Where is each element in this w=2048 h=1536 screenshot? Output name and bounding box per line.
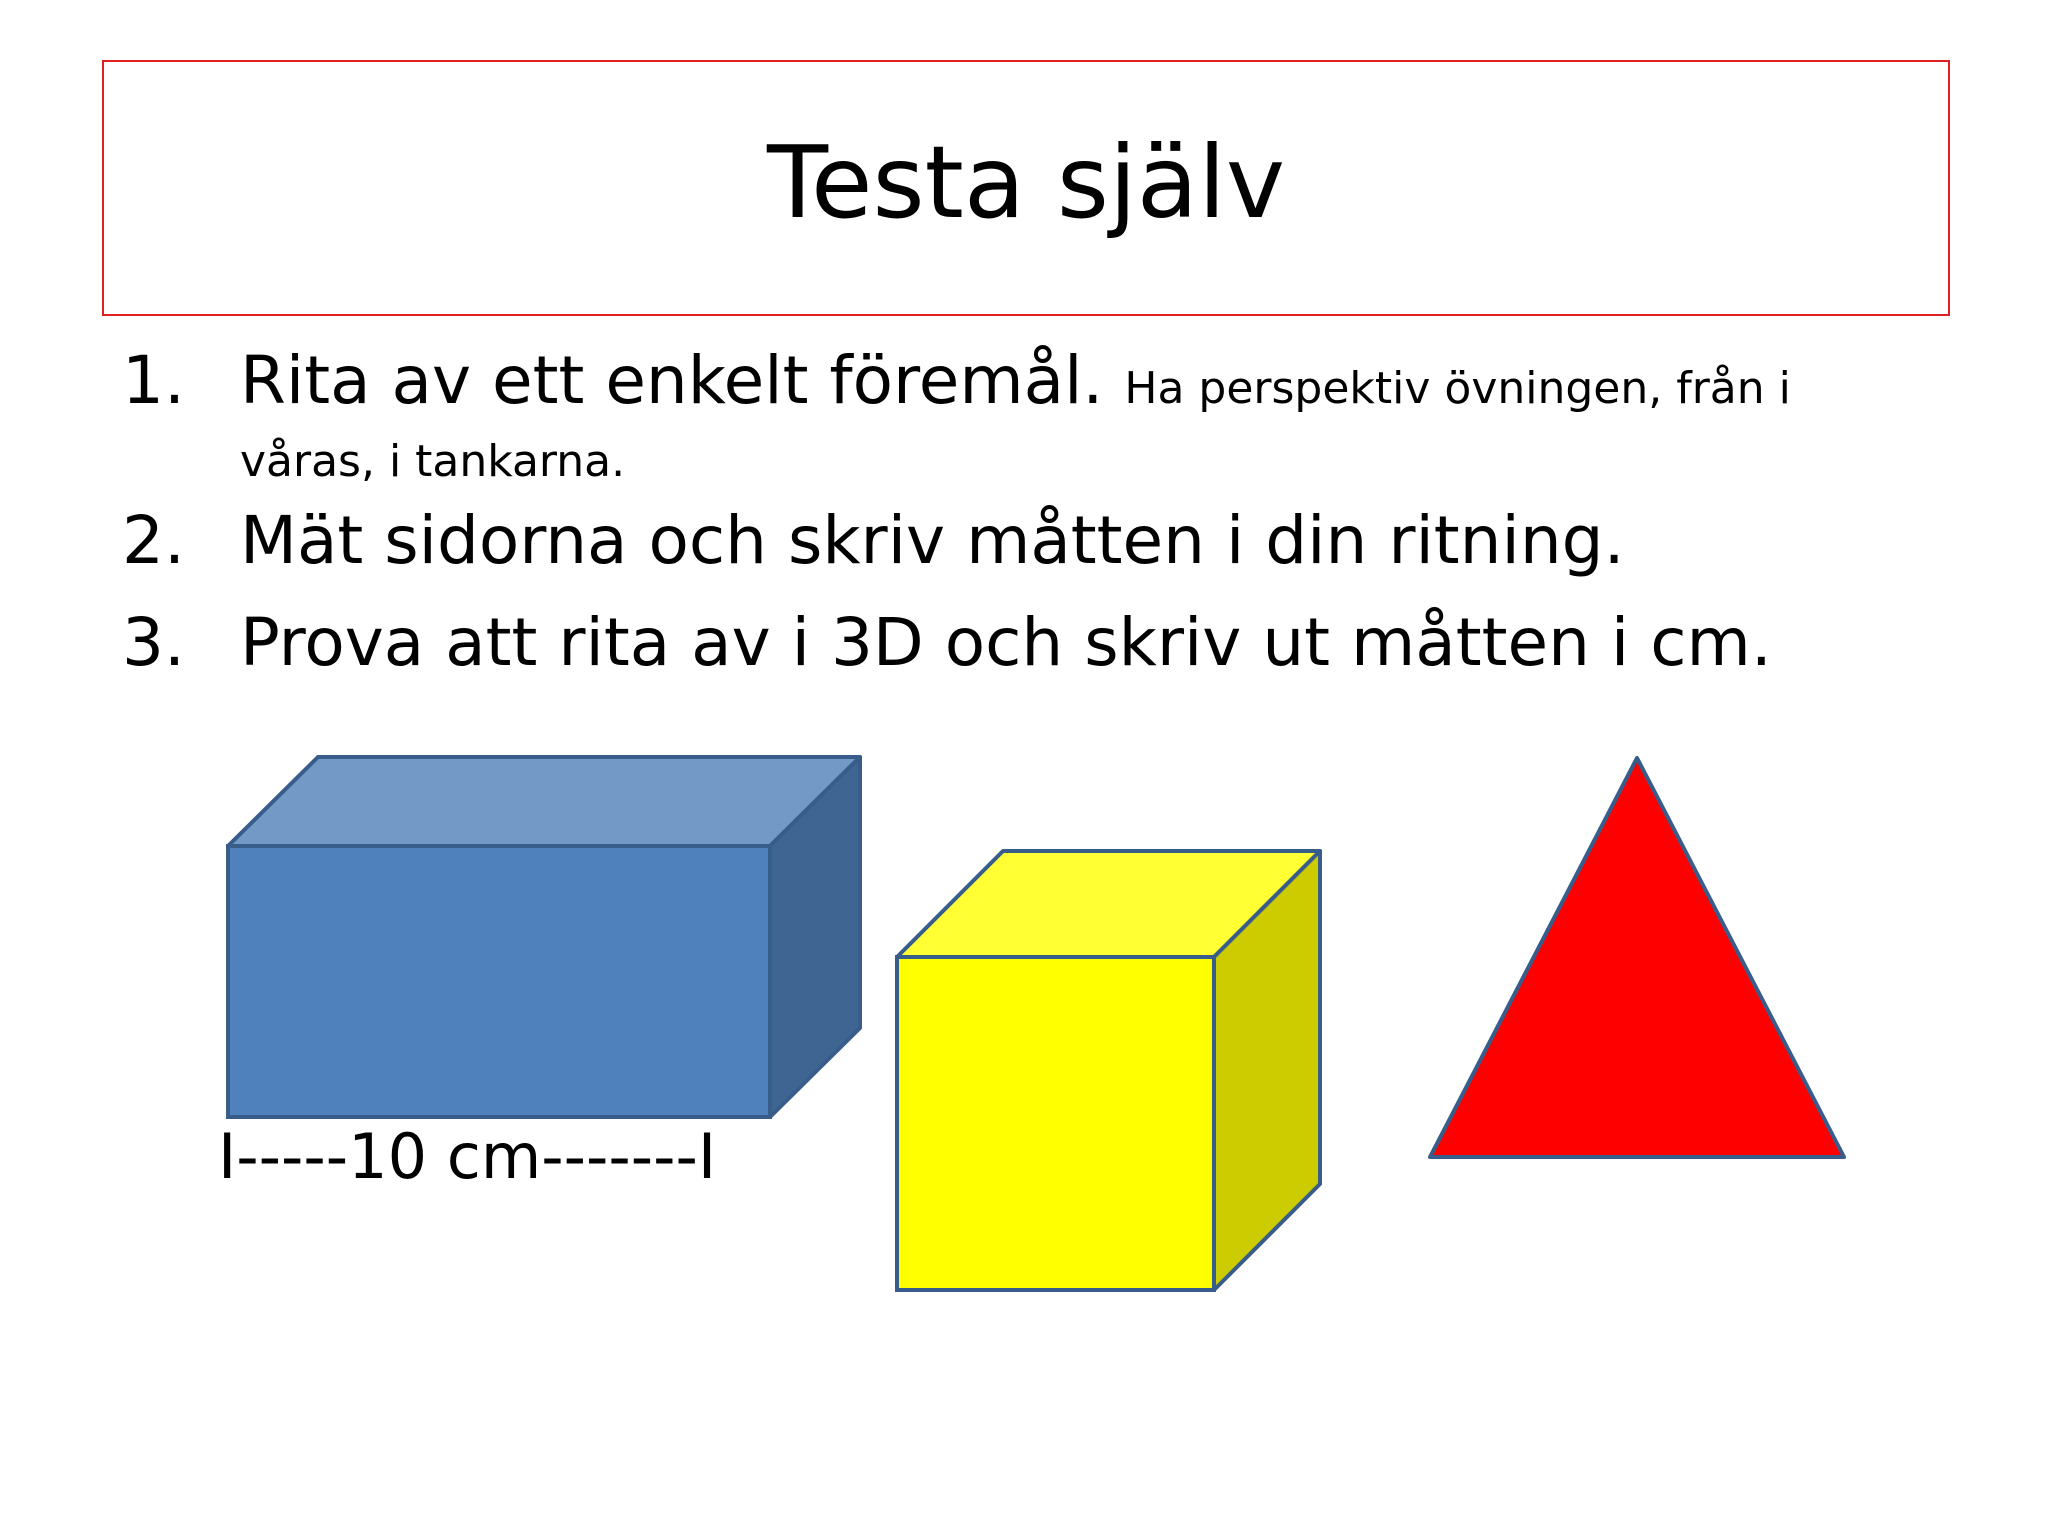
- blue-box-shape: [228, 757, 860, 1117]
- list-number: 2.: [122, 502, 185, 579]
- slide-title: Testa själv: [766, 124, 1286, 241]
- red-triangle: [1430, 758, 1844, 1157]
- list-number: 3.: [122, 604, 185, 681]
- yellow-cube-front: [897, 957, 1214, 1290]
- measurement-label: I-----10 cm-------I: [218, 1120, 717, 1193]
- list-note-text: Ha perspektiv övningen, från i: [1124, 363, 1791, 414]
- list-number: 1.: [122, 342, 185, 419]
- red-triangle-shape: [1430, 758, 1844, 1157]
- list-note-continued: våras, i tankarna.: [240, 436, 626, 487]
- list-main-text: Rita av ett enkelt föremål.: [240, 342, 1104, 419]
- blue-box-front: [228, 846, 770, 1117]
- blue-box-top: [228, 757, 860, 846]
- yellow-cube-shape: [897, 851, 1320, 1290]
- list-main-text: Mät sidorna och skriv måtten i din ritning.: [240, 502, 1625, 579]
- list-main-text: Prova att rita av i 3D och skriv ut måtten i cm.: [240, 604, 1772, 681]
